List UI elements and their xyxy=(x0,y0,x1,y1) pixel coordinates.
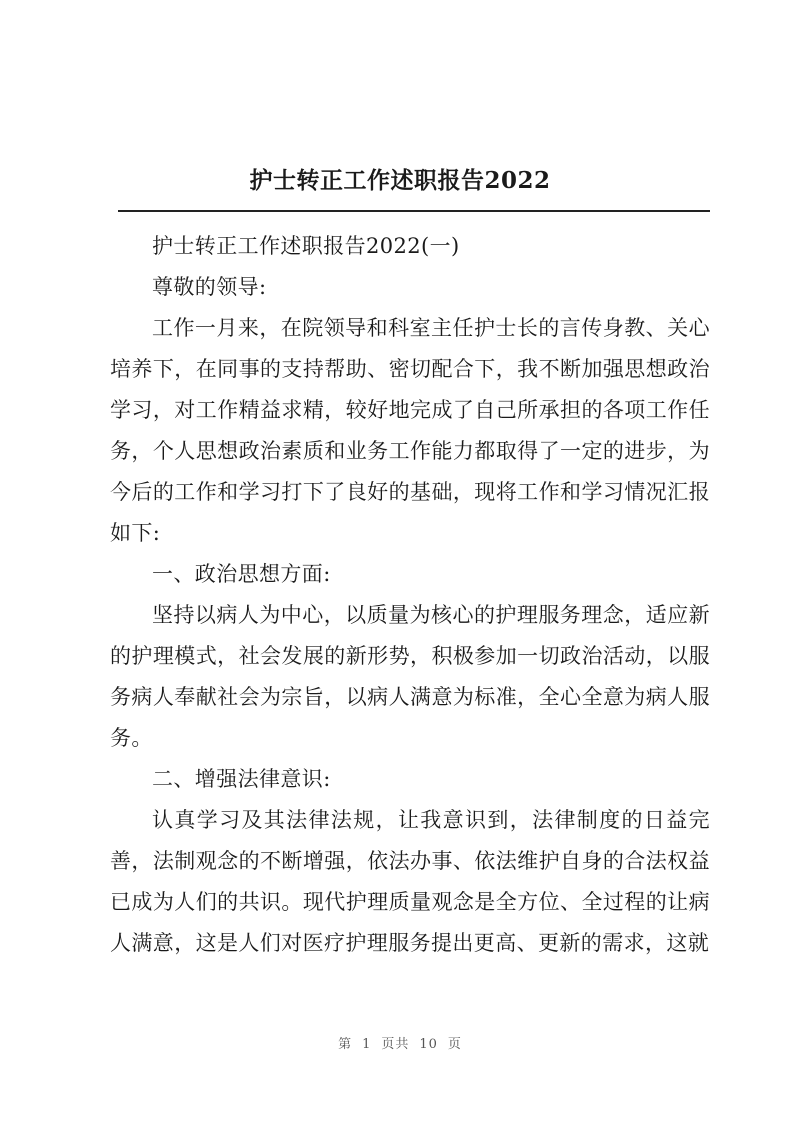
politics-paragraph: 坚持以病人为中心，以质量为核心的护理服务理念，适应新的护理模式，社会发展的新形势，积极参加一切政治活动，以服务病人奉献社会为宗旨，以病人满意为标准，全心全意为病人服务。 xyxy=(110,603,710,750)
salutation-paragraph: 尊敬的领导: xyxy=(152,275,267,299)
law-paragraph: 认真学习及其法律法规，让我意识到，法律制度的日益完善，法制观念的不断增强，依法办事、依法维护自身的合法权益已成为人们的共识。现代护理质量观念是全方位、全过程的让病人满意，这是人们对医疗护理服务提出更高、更新的需求，这就 xyxy=(110,808,710,955)
footer-mid: 页共 xyxy=(381,1037,410,1052)
section-heading-politics: 一、政治思想方面: xyxy=(152,562,331,586)
page-title: 护士转正工作述职报告2022 xyxy=(249,167,551,194)
subtitle-paragraph: 护士转正工作述职报告2022(一) xyxy=(152,234,460,258)
intro-paragraph: 工作一月来，在院领导和科室主任护士长的言传身教、关心培养下，在同事的支持帮助、密切配合下，我不断加强思想政治学习，对工作精益求精，较好地完成了自己所承担的各项工作任务，个人思想政治素质和业务工作能力都取得了一定的进步，为今后的工作和学习打下了良好的基础，现将工作和学习情况汇报如下: xyxy=(110,316,710,545)
page-footer xyxy=(0,1033,800,1052)
footer-current-page: 1 xyxy=(362,1037,372,1052)
footer-total-pages: 10 xyxy=(419,1037,438,1052)
footer-suffix: 页 xyxy=(447,1037,462,1052)
section-heading-law: 二、增强法律意识: xyxy=(152,767,331,791)
footer-prefix: 第 xyxy=(338,1037,353,1052)
document-body xyxy=(110,226,710,964)
title-divider xyxy=(118,210,710,212)
